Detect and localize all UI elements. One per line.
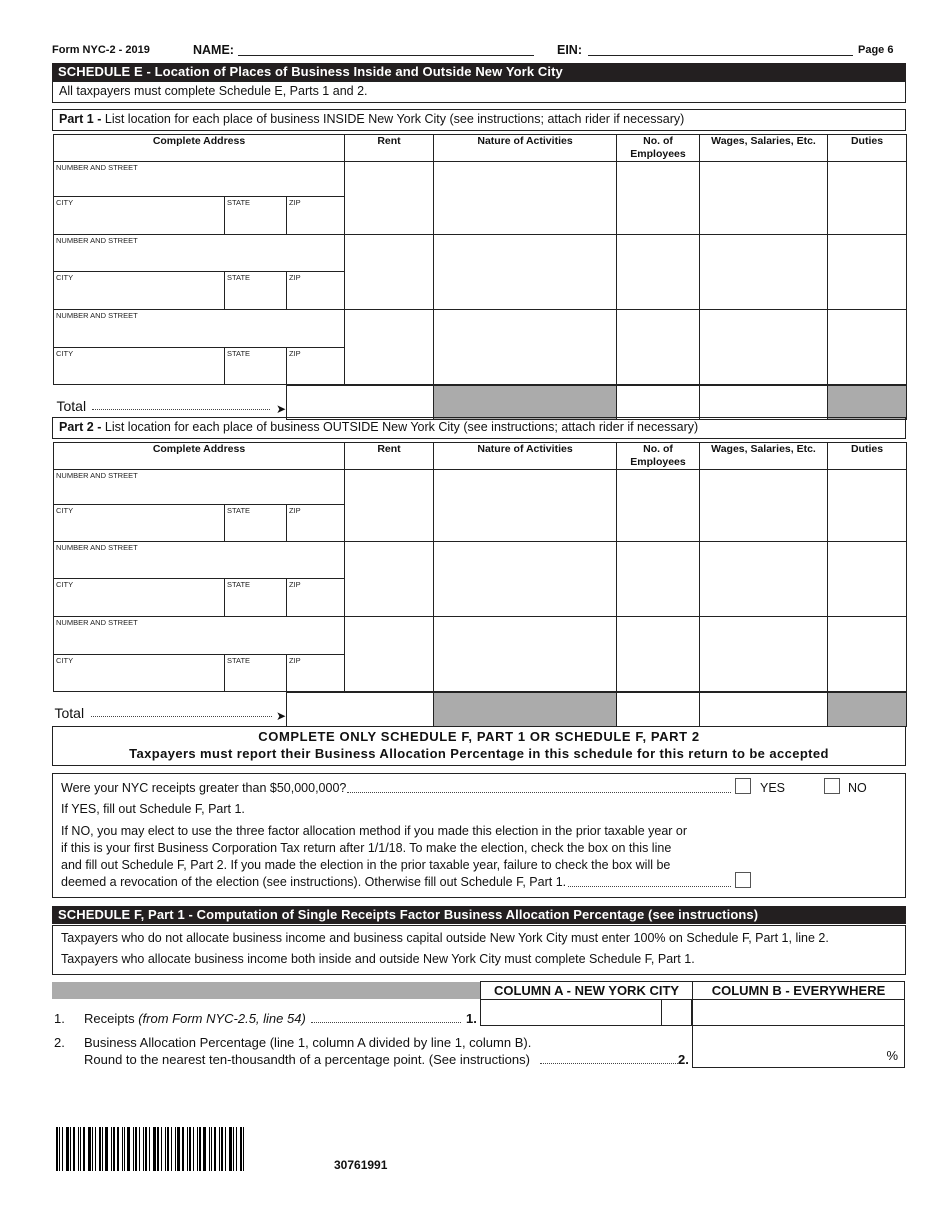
total-nature-shaded [434,692,617,727]
barcode-bar [83,1127,85,1171]
barcode-bar [56,1127,58,1171]
barcode-bar [135,1127,137,1171]
barcode-bar [165,1127,166,1171]
name-field[interactable] [238,55,534,56]
col-complete-address: Complete Address [54,135,345,162]
street-field[interactable] [54,162,345,197]
employees-cell[interactable] [617,310,700,385]
leader-dots [568,886,731,887]
barcode-bar [143,1127,144,1171]
total-label-cell [54,692,287,727]
nature-cell[interactable] [434,542,617,617]
barcode-bar [225,1127,226,1171]
state-field[interactable] [225,348,287,385]
barcode-bar [187,1127,188,1171]
zip-field[interactable] [287,197,345,235]
zip-field[interactable] [287,579,345,617]
barcode-bar [236,1127,237,1171]
street-label: NUMBER AND STREET [56,471,138,480]
receipts-question: Were your NYC receipts greater than $50,000,000? [61,781,347,795]
barcode-bar [203,1127,206,1171]
line2-number: 2. [54,1035,65,1050]
state-field[interactable] [225,579,287,617]
leader-dots [347,792,731,793]
duties-cell[interactable] [828,470,907,542]
street-label: NUMBER AND STREET [56,163,138,172]
barcode-bar [197,1127,198,1171]
barcode-bar [214,1127,216,1171]
employees-cell[interactable] [617,470,700,542]
line1-source: (from Form NYC-2.5, line 54) [138,1011,306,1026]
barcode-bar [145,1127,147,1171]
barcode-bar [80,1127,81,1171]
barcode-bar [240,1127,242,1171]
zip-label: ZIP [289,273,301,282]
if-no-line1: If NO, you may elect to use the three factor allocation method if you made this election in the prior taxable year or [61,824,688,838]
ein-label: EIN: [557,43,582,57]
barcode-bar [59,1127,60,1171]
state-label: STATE [227,506,251,515]
total-label: Total [54,705,85,721]
zip-field[interactable] [287,348,345,385]
barcode-bar [122,1127,123,1171]
barcode-bar [70,1127,71,1171]
line2-percentage-field[interactable] [692,1025,905,1068]
barcode-bar [175,1127,176,1171]
rent-cell[interactable] [345,235,434,310]
barcode-bar [127,1127,130,1171]
street-field[interactable] [54,310,345,348]
barcode-bar [105,1127,108,1171]
total-label: Total [56,398,87,414]
if-no-line2: if this is your first Business Corporation Tax return after 1/1/18. To make the election, check the box on this line [61,841,672,855]
col-duties: Duties [828,443,907,470]
arrow-icon: ➤ [275,709,286,723]
total-duties-shaded [828,692,907,727]
wages-cell[interactable] [700,542,828,617]
col-rent: Rent [345,135,434,162]
part1-table [53,134,907,420]
if-yes-text: If YES, fill out Schedule F, Part 1. [61,802,245,816]
street-field[interactable] [54,617,345,655]
part1-label: Part 1 - [59,112,102,126]
barcode-bar [99,1127,101,1171]
line1-column-a-cents[interactable] [661,999,692,1026]
leader-dots [92,409,271,410]
line1-label [84,1011,306,1026]
state-label: STATE [227,580,251,589]
zip-label: ZIP [289,349,301,358]
city-label: CITY [56,349,74,358]
city-label: CITY [56,198,74,207]
schedule-f-part1-notes [52,925,906,975]
barcode-bar [177,1127,180,1171]
percent-sign: % [886,1048,898,1063]
col-rent: Rent [345,443,434,470]
state-label: STATE [227,273,251,282]
form-code: 30761991 [334,1158,388,1172]
total-label-cell [54,385,287,420]
city-label: CITY [56,506,74,515]
line1-text: Receipts [84,1011,139,1026]
zip-label: ZIP [289,580,301,589]
wages-cell[interactable] [700,617,828,692]
if-no-line4: deemed a revocation of the election (see instructions). Otherwise fill out Schedule F, Part 1. [61,875,567,889]
yes-checkbox[interactable] [735,778,751,794]
col-duties: Duties [828,135,907,162]
wages-cell[interactable] [700,235,828,310]
street-field[interactable] [54,542,345,579]
state-label: STATE [227,198,251,207]
state-field[interactable] [225,272,287,310]
state-label: STATE [227,656,251,665]
schedule-f-intro-line2: Taxpayers must report their Business Allocation Percentage in this schedule for this return to be accepted [129,746,829,761]
duties-cell[interactable] [828,235,907,310]
barcode-bar [124,1127,125,1171]
line2-text-b: Round to the nearest ten-thousandth of a percentage point. (See instructions) [84,1052,530,1067]
name-label: NAME: [193,43,234,57]
col-employees: No. of Employees [617,135,700,162]
barcode-bar [229,1127,232,1171]
part2-table [53,442,907,727]
line1-column-a-field[interactable] [480,999,662,1026]
barcode-bar [171,1127,172,1171]
schedule-e-note-text: All taxpayers must complete Schedule E, Parts 1 and 2. [59,84,368,98]
schedule-e-note [52,81,906,103]
barcode-bar [167,1127,169,1171]
zip-label: ZIP [289,656,301,665]
barcode-bar [189,1127,191,1171]
street-label: NUMBER AND STREET [56,618,138,627]
ein-field[interactable] [588,55,853,56]
col-nature: Nature of Activities [434,443,617,470]
schedule-f-note2: Taxpayers who allocate business income both inside and outside New York City must complete Schedule F, Part 1. [61,952,695,966]
form-id: Form NYC-2 - 2019 [52,44,150,56]
street-field[interactable] [54,235,345,272]
city-field[interactable] [54,272,225,310]
barcode-bar [182,1127,184,1171]
line2-text-a: Business Allocation Percentage (line 1, column A divided by line 1, column B). [84,1035,532,1050]
barcode-bar [193,1127,194,1171]
duties-cell[interactable] [828,617,907,692]
city-field[interactable] [54,579,225,617]
wages-cell[interactable] [700,310,828,385]
line1-number: 1. [54,1011,65,1026]
rent-cell[interactable] [345,310,434,385]
page-number: Page 6 [858,44,894,56]
duties-cell[interactable] [828,310,907,385]
wages-cell[interactable] [700,162,828,235]
barcode-bar [149,1127,150,1171]
barcode-bar [111,1127,112,1171]
column-header-shaded [52,982,480,999]
barcode-bar [161,1127,162,1171]
if-no-line3: and fill out Schedule F, Part 2. If you made the election in the prior taxable year, failure to check the box will be [61,858,671,872]
rent-cell[interactable] [345,470,434,542]
line2-ref: 2. [678,1052,689,1067]
employees-cell[interactable] [617,542,700,617]
leader-dots [91,716,273,717]
total-employees-field[interactable] [617,692,700,727]
yes-label: YES [760,781,786,795]
city-field[interactable] [54,197,225,235]
rent-cell[interactable] [345,617,434,692]
barcode-bar [62,1127,63,1171]
barcode [56,1127,252,1171]
duties-cell[interactable] [828,162,907,235]
barcode-bar [209,1127,210,1171]
leader-dots [540,1063,678,1064]
column-a-header: COLUMN A - NEW YORK CITY [480,981,692,1000]
part1-header [52,109,906,131]
total-duties-shaded [828,385,907,420]
street-label: NUMBER AND STREET [56,236,138,245]
employees-cell[interactable] [617,162,700,235]
nature-cell[interactable] [434,310,617,385]
street-label: NUMBER AND STREET [56,543,138,552]
street-field[interactable] [54,470,345,505]
rent-cell[interactable] [345,542,434,617]
line1-ref: 1. [466,1011,477,1026]
nature-cell[interactable] [434,162,617,235]
city-field[interactable] [54,505,225,542]
no-checkbox[interactable] [824,778,840,794]
barcode-bar [133,1127,134,1171]
line1-column-b-field[interactable] [692,999,905,1026]
barcode-bar [102,1127,103,1171]
barcode-bar [199,1127,201,1171]
election-checkbox[interactable] [735,872,751,888]
wages-cell[interactable] [700,470,828,542]
barcode-bar [117,1127,119,1171]
schedule-e-title: SCHEDULE E - Location of Places of Business Inside and Outside New York City [52,63,906,81]
schedule-f-part1-title: SCHEDULE F, Part 1 - Computation of Single Receipts Factor Business Allocation Percentage (see instructions) [52,906,906,924]
state-field[interactable] [225,197,287,235]
zip-label: ZIP [289,506,301,515]
city-field[interactable] [54,655,225,692]
total-nature-shaded [434,385,617,420]
barcode-bar [92,1127,93,1171]
no-label: NO [848,781,867,795]
barcode-bar [95,1127,96,1171]
state-field[interactable] [225,505,287,542]
col-nature: Nature of Activities [434,135,617,162]
barcode-bar [157,1127,159,1171]
barcode-bar [66,1127,69,1171]
col-wages: Wages, Salaries, Etc. [700,443,828,470]
nature-cell[interactable] [434,235,617,310]
barcode-bar [113,1127,115,1171]
zip-label: ZIP [289,198,301,207]
total-rent-field[interactable] [287,385,434,420]
nature-cell[interactable] [434,470,617,542]
barcode-bar [243,1127,244,1171]
barcode-bar [221,1127,223,1171]
city-label: CITY [56,580,74,589]
city-label: CITY [56,273,74,282]
street-label: NUMBER AND STREET [56,311,138,320]
total-rent-field[interactable] [287,692,434,727]
zip-field[interactable] [287,655,345,692]
city-label: CITY [56,656,74,665]
arrow-icon: ➤ [275,402,286,416]
barcode-bar [78,1127,79,1171]
barcode-bar [88,1127,91,1171]
part2-header [52,417,906,439]
part2-label: Part 2 - [59,420,102,434]
employees-cell[interactable] [617,617,700,692]
rent-cell[interactable] [345,162,434,235]
barcode-bar [233,1127,234,1171]
schedule-f-intro-line1: COMPLETE ONLY SCHEDULE F, PART 1 OR SCHEDULE F, PART 2 [258,729,700,744]
part1-text: List location for each place of business INSIDE New York City (see instructions; attach rider if necessary) [104,112,685,126]
city-field[interactable] [54,348,225,385]
total-wages-field[interactable] [700,692,828,727]
schedule-f-intro [52,726,906,766]
part2-text: List location for each place of business OUTSIDE New York City (see instructions; attach rider if necessary) [104,420,699,434]
employees-cell[interactable] [617,235,700,310]
leader-dots [311,1022,461,1023]
zip-field[interactable] [287,505,345,542]
total-employees-field[interactable] [617,385,700,420]
schedule-f-note1: Taxpayers who do not allocate business income and business capital outside New York City must enter 100% on Schedule F, Part 1, line 2. [61,931,829,945]
total-wages-field[interactable] [700,385,828,420]
barcode-bar [219,1127,220,1171]
col-complete-address: Complete Address [54,443,345,470]
barcode-bar [153,1127,156,1171]
zip-field[interactable] [287,272,345,310]
col-wages: Wages, Salaries, Etc. [700,135,828,162]
state-label: STATE [227,349,251,358]
barcode-bar [139,1127,140,1171]
state-field[interactable] [225,655,287,692]
barcode-bar [73,1127,75,1171]
barcode-bar [211,1127,212,1171]
column-b-header: COLUMN B - EVERYWHERE [692,981,905,1000]
col-employees: No. of Employees [617,443,700,470]
nature-cell[interactable] [434,617,617,692]
duties-cell[interactable] [828,542,907,617]
